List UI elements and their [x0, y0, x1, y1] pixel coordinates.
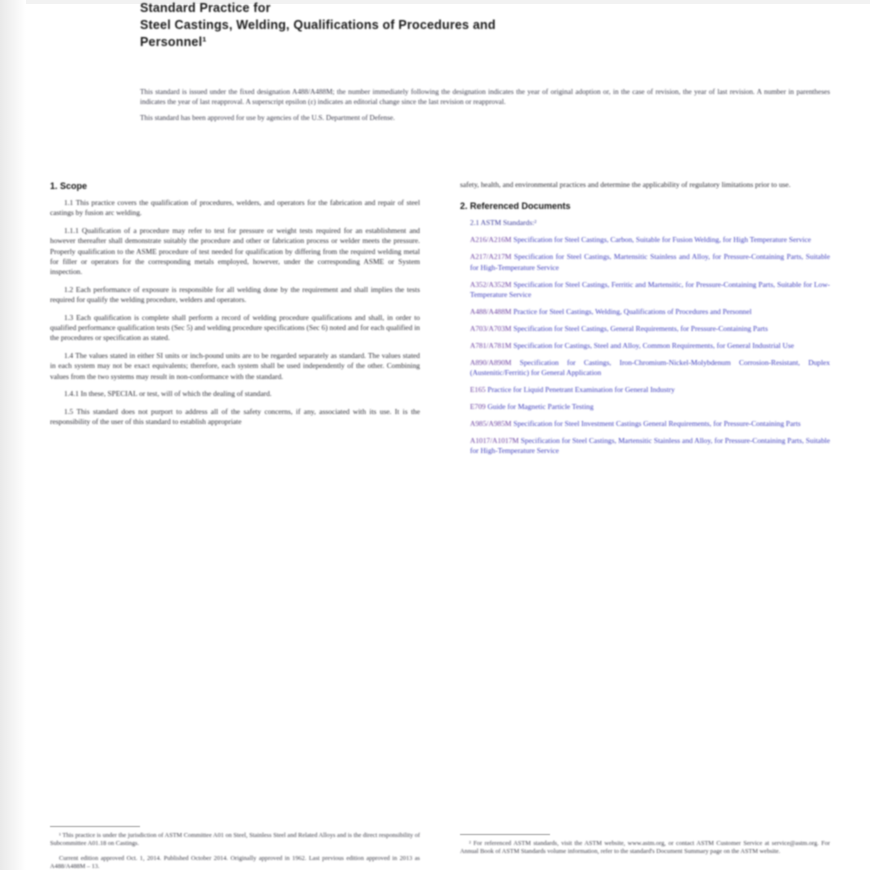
title-line-2: Steel Castings, Welding, Qualifications of Procedures and — [140, 18, 496, 32]
footnote-1: ¹ This practice is under the jurisdiction of ASTM Committee A01 on Steel, Stainless Steel and Related Alloys and is the direct responsibility of Subcommittee A01.18 on Castings. — [50, 832, 420, 848]
reference-title[interactable]: Specification for Castings, Iron-Chromium-Nickel-Molybdenum Corrosion-Resistant, Duplex (Austenitic/Ferritic) for General Application — [470, 357, 830, 377]
title-block — [140, 0, 840, 51]
front-matter-note — [140, 88, 830, 131]
reference-code[interactable]: A890/A890M — [470, 357, 512, 367]
reference-title[interactable]: Specification for Castings, Steel and Alloy, Common Requirements, for General Industrial Use — [511, 340, 795, 350]
right-footnotes — [460, 828, 830, 863]
reference-title[interactable]: Specification for Steel Castings, General Requirements, for Pressure-Containing Parts — [511, 323, 768, 333]
page-left-edge — [0, 0, 26, 870]
reference-code[interactable]: A352/A352M — [470, 279, 512, 289]
reference-code[interactable]: E709 — [470, 401, 486, 411]
left-column — [50, 180, 421, 871]
title-line-1: Standard Practice for — [140, 1, 271, 15]
section-2-heading: 2. Referenced Documents — [460, 201, 571, 212]
reference-code[interactable]: A217/A217M — [470, 252, 512, 262]
reference-title[interactable]: Guide for Magnetic Particle Testing — [485, 401, 594, 411]
paragraph-1-5: 1.5 This standard does not purport to address all of the safety concerns, if any, associated with its use. It is the responsibility of the user of this standard to establish appropriate — [50, 406, 420, 426]
reference-code[interactable]: A488/A488M — [470, 306, 512, 316]
body-columns — [50, 180, 840, 870]
paragraph-1-4-1: 1.4.1 In these, SPECIAL or test, will of which the dealing of standard. — [64, 389, 272, 399]
section-1-heading: 1. Scope — [50, 181, 88, 191]
paragraph-1-1-1: 1.1.1 Qualification of a procedure may refer to test for pressure or weight tests required for an establishment and however thereafter shall demonstrate suitably the procedure and other or fabrication process or welder meets the pressure. Properly qualification to the ASME procedure of test needed for qualification by differing from the required welding metal for filler or operators for the corresponding metals employed, however, under the corresponding ASME or System inspection. — [50, 225, 420, 277]
reference-item[interactable] — [460, 341, 830, 351]
reference-item[interactable] — [460, 252, 830, 273]
reference-item[interactable] — [460, 324, 830, 334]
reference-code[interactable]: A1017/A1017M — [470, 435, 519, 445]
dod-note: This standard has been approved for use by agencies of the U.S. Department of Defense. — [140, 114, 395, 122]
footnote-rule — [50, 826, 140, 827]
title-line-3: Personnel¹ — [140, 35, 207, 49]
paragraph-1-2: 1.2 Each performance of exposure is responsible for all welding done by the requirement and shall implies the tests required for qualify the welding procedure, welders and operators. — [50, 284, 420, 305]
reference-title[interactable]: Specification for Steel Castings, Martensitic Stainless and Alloy, for Pressure-Containing Parts, Suitable for High-Temperature Service — [470, 435, 830, 455]
reference-title[interactable]: Practice for Liquid Penetrant Examination for General Industry — [485, 384, 675, 394]
reference-code[interactable]: A216/A216M — [470, 235, 512, 245]
footnote-edition: Current edition approved Oct. 1, 2014. Published October 2014. Originally approved in 1962. Last previous edition approved in 2013 as A488/A488M – 13. — [50, 854, 420, 871]
footnote-2: ² For referenced ASTM standards, visit the ASTM website, www.astm.org, or contact ASTM Customer Service at service@astm.org. For Annual Book of ASTM Standards volume information, refer to the standard's Document Summary page on the ASTM website. — [460, 840, 830, 856]
reference-title[interactable]: Specification for Steel Castings, Carbon, Suitable for Fusion Welding, for High Temperature Service — [511, 235, 811, 245]
paragraph-1-4: 1.4 The values stated in either SI units or inch-pound units are to be regarded separately as standard. The values stated in each system may not be exact equivalents; therefore, each system shall be used independently of the other. Combining values from the two systems may result in non-conformance with the standard. — [50, 350, 420, 381]
reference-code[interactable]: A985/A985M — [470, 418, 512, 428]
reference-item[interactable] — [460, 419, 830, 429]
left-footnotes — [50, 820, 420, 878]
right-column — [460, 180, 830, 856]
paragraph-1-3: 1.3 Each qualification is complete shall perform a record of welding procedure qualifications and shall, in order to qualified performance qualification tests (Sec 5) and welding procedure specifications (Sec 6) noted and for each qualified in the procedures or specification as stated. — [50, 312, 421, 343]
reference-code[interactable]: A703/A703M — [470, 323, 512, 333]
reference-title[interactable]: Specification for Steel Castings, Martensitic Stainless and Alloy, for Pressure-Containing Parts, Suitable for High-Temperature Service — [470, 252, 830, 272]
footnote-rule — [460, 834, 550, 835]
reference-item[interactable] — [460, 358, 830, 379]
reference-intro: 2.1 ASTM Standards:² — [470, 218, 537, 228]
page-title — [140, 0, 840, 51]
reference-title[interactable]: Specification for Steel Castings, Ferritic and Martensitic, for Pressure-Containing Parts, Suitable for Low-Temperature Service — [470, 279, 830, 299]
designation-note: This standard is issued under the fixed designation A488/A488M; the number immediately following the designation indicates the year of original adoption or, in the case of revision, the year of last revision. A number in parentheses indicates the year of last reapproval. A superscript epsilon (ε) indicates an editorial change since the last revision or reapproval. — [140, 88, 830, 106]
paragraph-1-5-cont: safety, health, and environmental practices and determine the applicability of regulatory limitations prior to use. — [460, 180, 791, 189]
reference-code[interactable]: E165 — [470, 384, 486, 394]
reference-item[interactable] — [460, 436, 830, 457]
reference-item[interactable] — [460, 385, 830, 395]
reference-item[interactable] — [460, 235, 830, 245]
reference-item[interactable] — [460, 280, 830, 301]
reference-item[interactable] — [460, 307, 830, 317]
paragraph-1-1: 1.1 This practice covers the qualification of procedures, welders, and operators for the fabrication and repair of steel castings by fusion arc welding. — [50, 198, 420, 218]
reference-title[interactable]: Practice for Steel Castings, Welding, Qualifications of Procedures and Personnel — [511, 306, 752, 316]
reference-item[interactable] — [460, 402, 830, 412]
reference-code[interactable]: A781/A781M — [470, 340, 512, 350]
reference-title[interactable]: Specification for Steel Investment Castings General Requirements, for Pressure-Containing Parts — [511, 418, 801, 428]
